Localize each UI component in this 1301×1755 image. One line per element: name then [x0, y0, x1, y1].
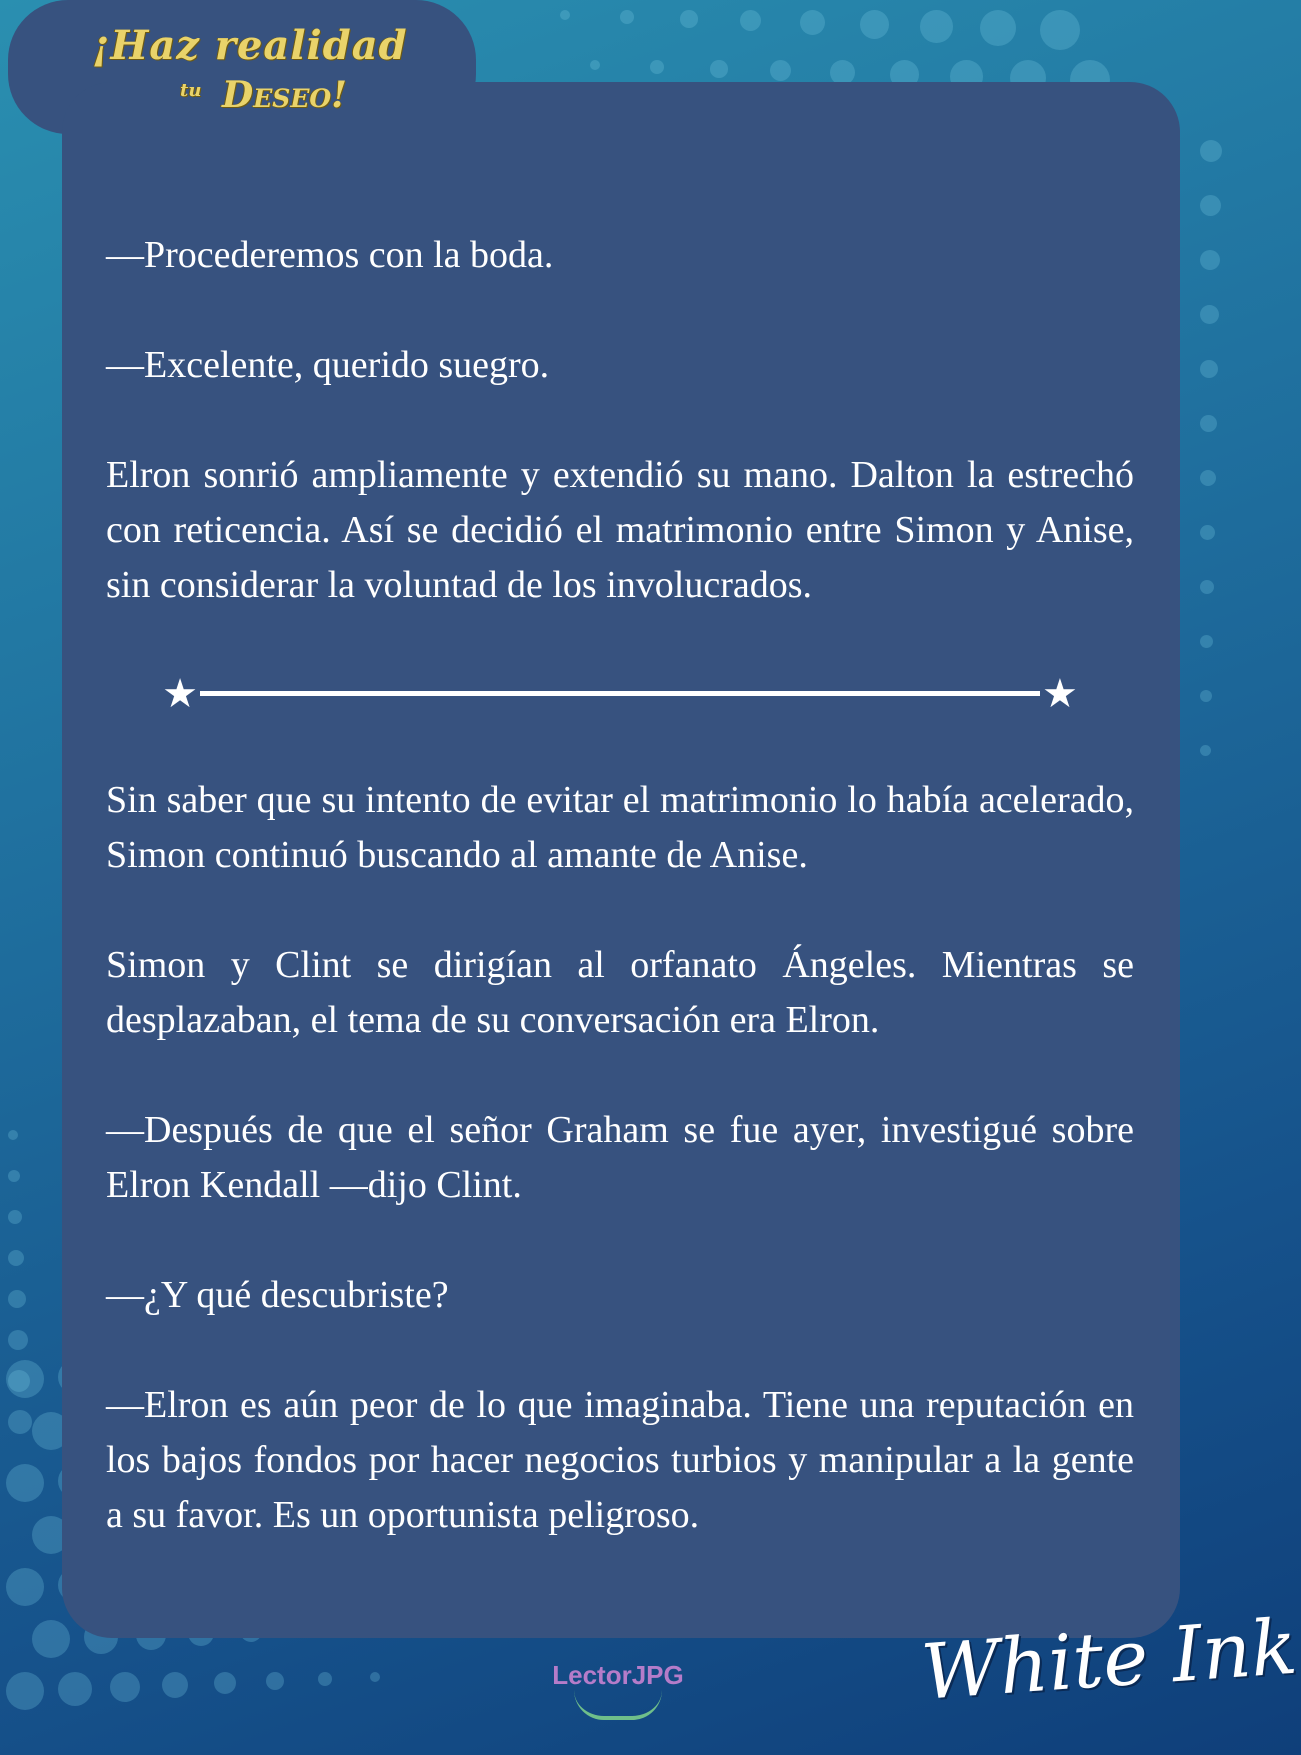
page-content	[106, 228, 1134, 1543]
background-dot	[1200, 745, 1211, 756]
background-dot	[8, 1330, 28, 1350]
background-dot	[800, 10, 825, 35]
background-dot	[318, 1672, 332, 1686]
paragraph: —Elron es aún peor de lo que imaginaba. Tiene una reputación en los bajos fondos por hacer negocios turbios y manipular a la gente a su favor. Es un oportunista peligroso.	[106, 1384, 1134, 1536]
background-dot	[8, 1370, 30, 1392]
background-dot	[860, 10, 889, 39]
signature: White Ink	[918, 1601, 1300, 1717]
background-dot	[8, 1250, 24, 1266]
lectorjpg-watermark	[548, 1660, 688, 1720]
paragraph: —Después de que el señor Graham se fue ayer, investigué sobre Elron Kendall —dijo Clint.	[106, 1109, 1134, 1206]
paragraph: Elron sonrió ampliamente y extendió su mano. Dalton la estrechó con reticencia. Así se decidió el matrimonio entre Simon y Anise, sin considerar la voluntad de los involucrados.	[106, 454, 1134, 606]
smile-icon	[574, 1690, 662, 1720]
background-dot	[1200, 690, 1212, 702]
background-dot	[1200, 360, 1218, 378]
background-dot	[1200, 635, 1213, 648]
background-dot	[590, 60, 600, 70]
background-dot	[1040, 10, 1080, 50]
background-dot	[1200, 415, 1217, 432]
star-icon: ★	[162, 670, 198, 717]
background-dot	[214, 1672, 236, 1694]
background-dot	[620, 10, 634, 24]
logo-line-2: tu	[180, 80, 202, 101]
paragraph: Sin saber que su intento de evitar el matrimonio lo había acelerado, Simon continuó buscando al amante de Anise.	[106, 779, 1134, 876]
divider-line	[200, 691, 1040, 696]
paragraph: —Excelente, querido suegro.	[106, 344, 550, 386]
background-dot	[32, 1620, 70, 1658]
background-dot	[6, 1464, 44, 1502]
logo-line-1: ¡Haz realidad	[92, 22, 408, 69]
background-dot	[1200, 250, 1220, 270]
background-dot	[6, 1672, 44, 1710]
background-dot	[8, 1170, 20, 1182]
background-dot	[8, 1130, 18, 1140]
background-dot	[370, 1672, 380, 1682]
background-dot	[162, 1672, 188, 1698]
background-dot	[1200, 195, 1221, 216]
background-dot	[770, 60, 791, 81]
background-dot	[58, 1672, 92, 1706]
background-dot	[1200, 470, 1216, 486]
background-dot	[6, 1568, 44, 1606]
background-dot	[1200, 305, 1219, 324]
background-dot	[1200, 140, 1222, 162]
paragraph: Simon y Clint se dirigían al orfanato Ángeles. Mientras se desplazaban, el tema de su conversación era Elron.	[106, 944, 1134, 1041]
background-dot	[1200, 525, 1215, 540]
background-dot	[8, 1290, 26, 1308]
logo	[92, 20, 408, 124]
background-dot	[680, 10, 698, 28]
background-dot	[1200, 580, 1214, 594]
background-dot	[8, 1410, 32, 1434]
background-dot	[110, 1672, 140, 1702]
star-divider	[106, 666, 1134, 721]
background-dot	[980, 10, 1016, 46]
background-dot	[740, 10, 761, 31]
background-dot	[266, 1672, 284, 1690]
background-dot	[920, 10, 953, 43]
background-dot	[8, 1210, 22, 1224]
star-icon: ★	[1042, 670, 1078, 717]
paragraph: —Procederemos con la boda.	[106, 234, 554, 276]
logo-line-3: Deseo!	[222, 74, 347, 116]
background-dot	[710, 60, 728, 78]
watermark-text: LectorJPG	[552, 1660, 684, 1690]
background-dot	[650, 60, 664, 74]
paragraph: —¿Y qué descubriste?	[106, 1274, 449, 1316]
background-dot	[560, 10, 570, 20]
